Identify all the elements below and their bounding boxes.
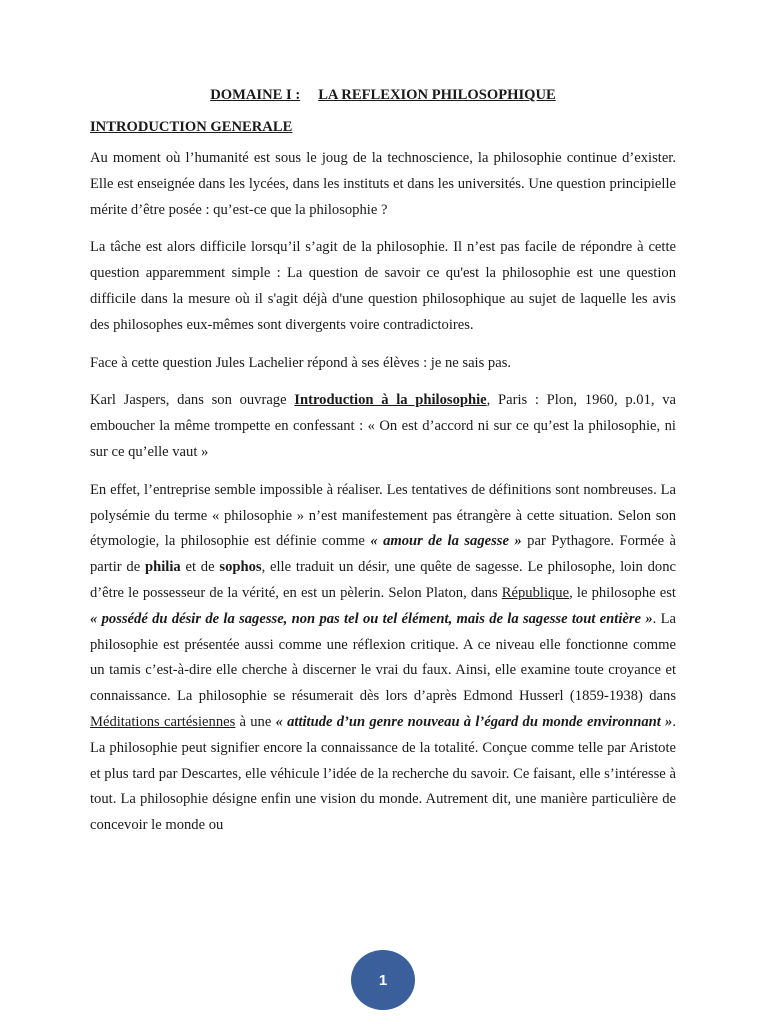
word-philia: philia (144, 559, 181, 576)
quote-platon: « possédé du désir de la sagesse, non pas tel ou tel élément, mais de la sagesse tout entière » (90, 610, 653, 627)
p5-text-c: et de (180, 559, 220, 576)
p5-text-h: . La philosophie peut signifier encore la connaissance de la totalité. Conçue comme telle par Aristote et plus tard par Descartes, elle véhicule l’idée de la recherche du savoir. Ce faisant, elle s’intéresse à tout. La philosophie désigne enfin une vision du monde. Autrement dit, une manière particulière de concevoir le monde ou (90, 713, 676, 834)
quote-amour-sagesse: « amour de la sagesse » (370, 533, 522, 550)
book-title-republique: République (501, 584, 570, 601)
p5-text-e: , le philosophe est (569, 584, 676, 601)
paragraph-4 (90, 388, 676, 465)
book-title-jaspers: Introduction à la philosophie (294, 392, 487, 409)
paragraph-5 (90, 478, 676, 839)
p5-text-g: à une (235, 713, 276, 730)
paragraph-3: Face à cette question Jules Lachelier répond à ses élèves : je ne sais pas. (90, 354, 512, 371)
paragraph-1: Au moment où l’humanité est sous le joug de la technoscience, la philosophie continue d’exister. Elle est enseignée dans les lycées, dans les instituts et dans les universités. Une question principielle mérite d’être posée : qu’est-ce que la philosophie ? (90, 150, 676, 218)
document-page (90, 84, 676, 851)
domain-label: DOMAINE I : (210, 87, 301, 103)
p4-text-a: Karl Jaspers, dans son ouvrage (90, 392, 295, 409)
p5-text-a: En effet, l’entreprise semble impossible à réaliser. Les tentatives de définitions sont nombreuses. La polysémie du terme « philosophie » n’est manifestement pas étrangère à cette situation. Selon son étymologie, la philosophie est définie comme (90, 481, 676, 550)
paragraph-2: La tâche est alors difficile lorsqu’il s’agit de la philosophie. Il n’est pas facile de répondre à cette question apparemment simple : La question de savoir ce qu'est la philosophie est une question difficile dans la mesure où il s'agit déjà d'une question philosophique au sujet de laquelle les avis des philosophes eux-mêmes sont divergents voire contradictoires. (90, 239, 676, 333)
page-number-badge: 1 (351, 950, 415, 1010)
domain-title: LA REFLEXION PHILOSOPHIQUE (318, 87, 556, 103)
section-title: INTRODUCTION GENERALE (90, 119, 293, 135)
p4-text-b: , Paris : Plon, 1960, p.01, va emboucher la même trompette en confessant : « On est d’accord ni sur ce qu’est la philosophie, ni sur ce qu’elle vaut » (90, 392, 676, 460)
p5-text-d: , elle traduit un désir, une quête de sagesse. Le philosophe, loin donc d’être le possesseur de la vérité, en est un pèlerin. Selon Platon, dans (90, 559, 676, 601)
word-sophos: sophos (219, 559, 262, 576)
book-title-meditations: Méditations cartésiennes (90, 713, 236, 730)
quote-husserl: « attitude d’un genre nouveau à l’égard du monde environnant » (275, 713, 673, 730)
p5-text-b: par Pythagore. Formée à partir de (90, 533, 677, 576)
p5-text-f: . La philosophie est présentée aussi comme une réflexion critique. A ce niveau elle fonctionne comme un tamis c’est-à-dire elle cherche à discerner le vrai du faux. Ainsi, elle examine toute croyance et connaissance. La philosophie se résumerait dès lors d’après Edmond Husserl (1859-1938) dans (90, 610, 676, 705)
domain-heading (90, 84, 676, 106)
